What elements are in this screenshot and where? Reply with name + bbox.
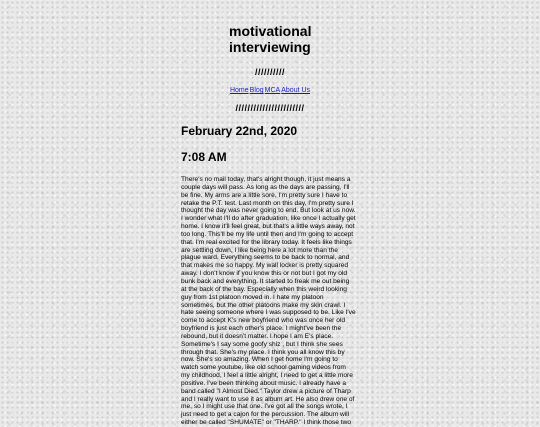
nav-link-home[interactable]: Home <box>229 87 249 94</box>
nav-link-blog[interactable]: Blog <box>249 87 264 94</box>
site-title: motivational interviewing <box>229 23 312 55</box>
decorative-divider-bottom: /////////////////////// <box>235 103 305 113</box>
decorative-divider-top: ////////// <box>254 67 285 77</box>
nav-link-about[interactable]: About Us <box>281 87 311 94</box>
nav-link-mca[interactable]: MCA <box>264 87 281 94</box>
post-time: 7:08 AM <box>181 150 227 164</box>
post-body-text: There's no mail today, that's alright though, it just means a couple days will pass. As long as the days are passing, I'll be fine. My arms are a little sore, I'm pretty sure I have to retake the P.T. test. Last month on this day, I'm pretty sure I thought the day was never going to end. But look at us now. I wonder what I'll do after graduation, like once I actually get home. I know it'll feel great, but that's a little ways away, not too long. This'll be my life until then and I'm going to accept that. I'm real excited for the library today. It feels like things are settling down, I like being here a lot more than the plague ward. Everything seems to be back to normal, and that makes me so happy. My wall locker is pretty squared away. I don't know if you know this or not but I got my old bunk back and everything. It started to freak me out being at the back of the bay. Especially when this weird looking guy from 1st platoon moved in. I hate my platoon sometimes, but the other platoons make my skin crawl. I hate seeing someone where I was supposed to be. Like I've come to accept K's new boyfriend who was once her old boyfriend is just each other's place. I might've been the rebound, but it doesn't matter. I hope I am E's place. Sometime's I say some goofy shiz , but I think she sees through that. She's my place. I think you all know this by now. She's so amazing. When I get home I'm going to watch some youtube, like old school gaming videos from my childhood, I feel a little alright, I need to get a little more positive. I've been thinking about music. I already have a band called "I Almost Died." Taylor drew a picture of Tharp and I really want to use it as album art. He also drew one of me, so I might use that one. I've got all the songs wrote, I just need to get a cajon for the percussion. The album will either be called "SHUMATE" or "THARP." I think those two <box>181 176 356 427</box>
post-date: February 22nd, 2020 <box>181 124 298 138</box>
nav-links <box>181 87 356 94</box>
content-column <box>181 0 356 427</box>
